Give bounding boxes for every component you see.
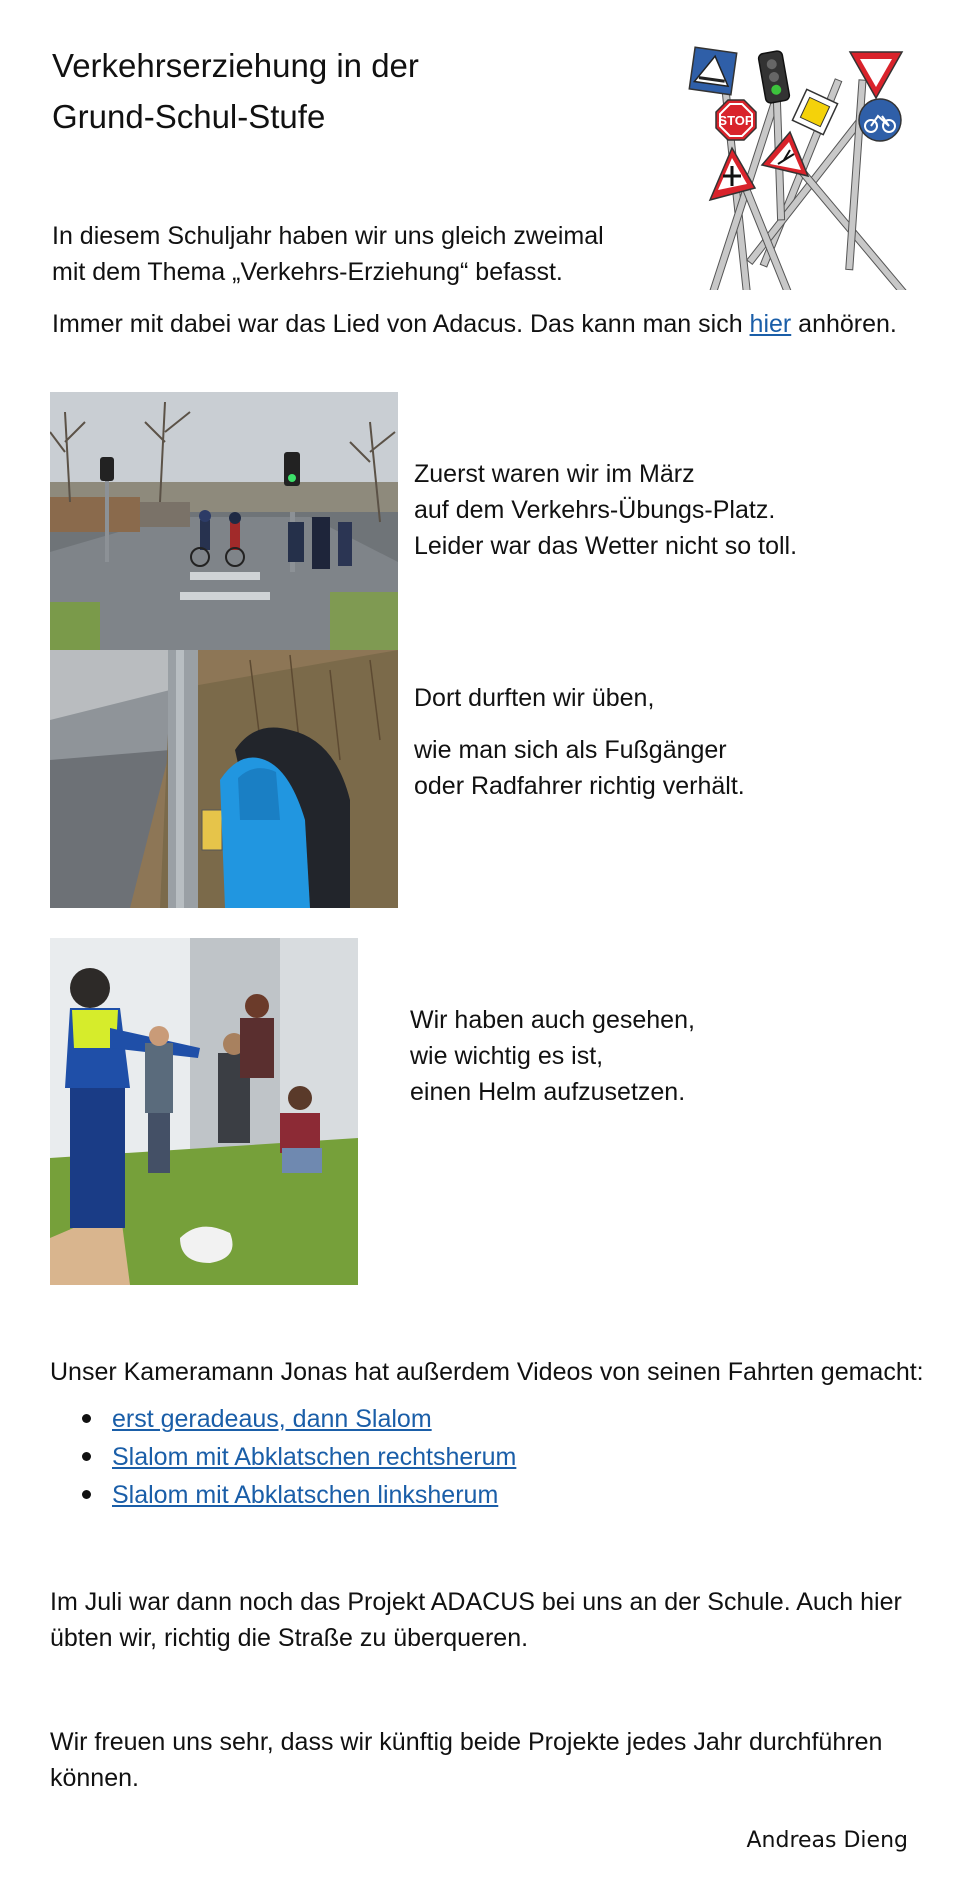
section3-line-2: wie wichtig es ist,	[410, 1042, 604, 1070]
intro-line-2: mit dem Thema „Verkehrs-Erziehung“ befasst.	[52, 258, 563, 286]
july-line-2: übten wir, richtig die Straße zu überqueren.	[50, 1624, 529, 1652]
section1-line-2: auf dem Verkehrs-Übungs-Platz.	[414, 496, 776, 524]
videos-intro-text: Unser Kameramann Jonas hat außerdem Videos von seinen Fahrten gemacht:	[50, 1358, 924, 1386]
title-line-1: Verkehrserziehung in der	[52, 47, 419, 84]
title-line-2: Grund-Schul-Stufe	[52, 98, 326, 135]
traffic-light-icon	[758, 50, 790, 103]
bullet-icon	[82, 1452, 91, 1461]
section2-line-2: wie man sich als Fußgänger	[414, 736, 727, 764]
bicycle-lane-sign-icon	[859, 99, 901, 141]
closing-paragraph	[50, 1724, 882, 1796]
section3-paragraph	[410, 1002, 695, 1110]
videos-list	[82, 1400, 516, 1514]
july-line-1: Im Juli war dann noch das Projekt ADACUS bei uns an der Schule. Auch hier	[50, 1588, 902, 1616]
section3-line-3: einen Helm aufzusetzen.	[410, 1078, 686, 1106]
list-item	[82, 1476, 516, 1514]
author-signature: Andreas Dieng	[746, 1828, 908, 1853]
photo-traffic-practice-ground	[50, 392, 398, 650]
closing-line-2: können.	[50, 1764, 139, 1792]
song-text-after: anhören.	[791, 310, 897, 338]
song-text-before: Immer mit dabei war das Lied von Adacus. Das kann man sich	[52, 310, 750, 338]
section2-first-line	[414, 680, 654, 716]
page-title	[52, 40, 612, 142]
section1-paragraph	[414, 456, 797, 564]
song-paragraph	[52, 306, 897, 342]
intro-line-1: In diesem Schuljahr haben wir uns gleich zweimal	[52, 222, 604, 250]
video-link-slalom-left[interactable]: Slalom mit Abklatschen linksherum	[112, 1481, 499, 1509]
svg-text:STOP: STOP	[718, 113, 754, 128]
traffic-signs-illustration	[680, 40, 920, 290]
intro-paragraph	[52, 218, 604, 290]
list-item	[82, 1438, 516, 1476]
pedestrian-warning-sign-icon	[762, 132, 808, 176]
video-link-straight-slalom[interactable]: erst geradeaus, dann Slalom	[112, 1405, 432, 1433]
closing-line-1: Wir freuen uns sehr, dass wir künftig beide Projekte jedes Jahr durchführen	[50, 1728, 883, 1756]
stop-sign-icon	[716, 100, 756, 140]
july-paragraph	[50, 1584, 902, 1656]
section2-paragraph	[414, 732, 745, 804]
section1-line-3: Leider war das Wetter nicht so toll.	[414, 532, 798, 560]
videos-intro	[50, 1354, 924, 1390]
bullet-icon	[82, 1490, 91, 1499]
bullet-icon	[82, 1414, 91, 1423]
section2-line-3: oder Radfahrer richtig verhält.	[414, 772, 745, 800]
photo-helmet-lesson	[50, 938, 358, 1285]
section3-line-1: Wir haben auch gesehen,	[410, 1006, 695, 1034]
pedestrian-crossing-sign-icon	[689, 47, 736, 94]
photo-pedestrian-button	[50, 650, 398, 908]
video-link-slalom-right[interactable]: Slalom mit Abklatschen rechtsherum	[112, 1443, 517, 1471]
section2-line-1: Dort durften wir üben,	[414, 684, 655, 712]
section1-line-1: Zuerst waren wir im März	[414, 460, 695, 488]
song-link[interactable]: hier	[749, 310, 792, 338]
list-item	[82, 1400, 516, 1438]
